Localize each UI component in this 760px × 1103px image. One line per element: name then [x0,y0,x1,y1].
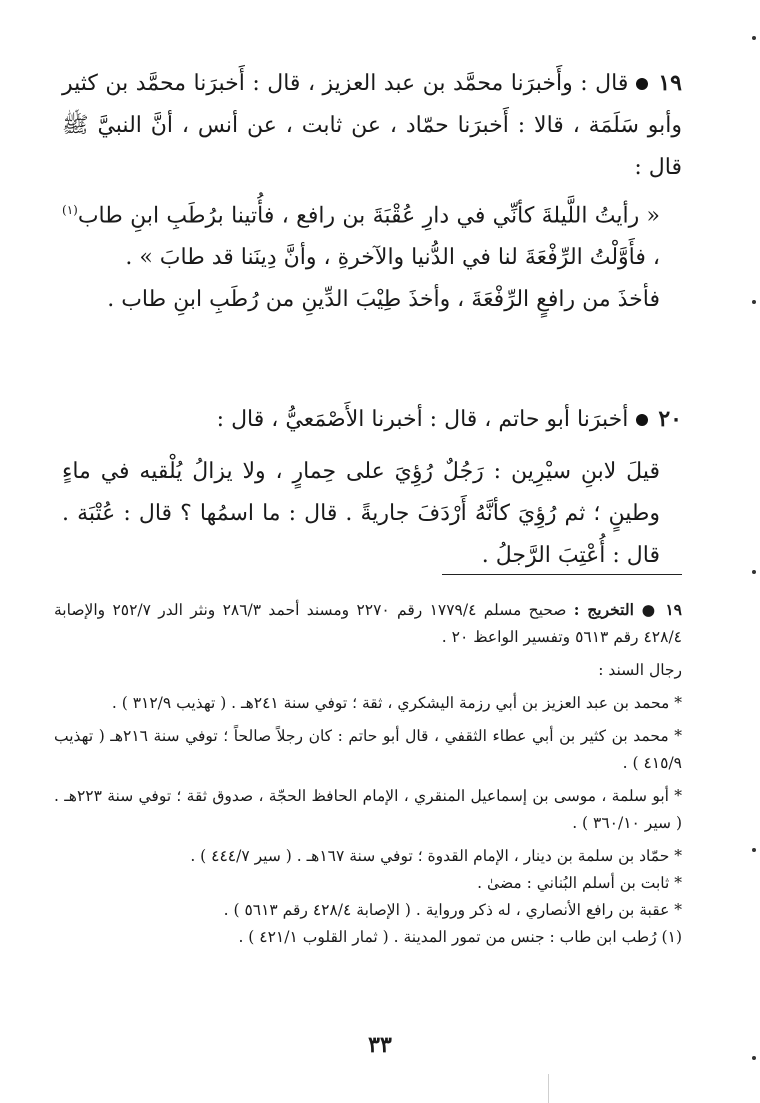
hadith-20 [62,398,682,577]
rijal-item: * محمد بن عبد العزيز بن أبي رزمة اليشكري ، ثقة ؛ توفي سنة ٢٤١هـ . ( تهذيب ٣١٢/٩ ) . [111,694,682,712]
footnote-separator [442,574,682,575]
rijal-item: * محمد بن كثير بن أبي عطاء الثقفي ، قال أبو حاتم : كان رجلاً صالحاً ؛ توفي سنة ٢١٦هـ ( تهذيب ٤١٥/٩ ) . [54,727,682,772]
notes-section [54,596,682,951]
scan-mark [752,300,756,304]
hadith-19-matn-part2: ، فأَوَّلْتُ الرِّفْعَةَ لنا في الدُّنيا والآخرةِ ، وأنَّ دِينَنا قد طابَ » . [125,245,660,271]
scan-mark [752,1056,756,1060]
scan-mark [752,36,756,40]
takhrij-label: ١٩ ● التخريج : [573,600,682,619]
hadith-19-explanation: فأخذَ من رافعٍ الرِّفْعَةَ ، وأخذَ طِيْبَ الدِّينِ من رُطَبِ ابنِ طاب . [107,287,660,313]
scan-line [548,1074,549,1103]
footnote-mark: (١) [62,203,78,217]
hadith-20-matn: قيلَ لابنِ سيْرِين : رَجُلٌ رُؤِيَ على حِمارٍ ، ولا يزالُ يُلْقيه في ماءٍ وطينٍ ؛ ثم رُؤِيَ كأنَّهُ أَرْدَفَ جاريةً . قال : ما اسمُها ؟ قال : عُتْبَة . قال : أُعْتِبَ الرَّجلُ . [62,459,660,568]
takhrij [54,596,682,651]
hadith-20-isnad [62,398,682,441]
rijal-title: رجال السند : [598,661,682,679]
footnote: (١) رُطب ابن طاب : جنس من تمور المدينة . ( ثمار القلوب ٤٢١/١ ) . [238,928,682,946]
scan-mark [752,848,756,852]
scan-mark [752,570,756,574]
hadith-19-number: ١٩ [658,70,682,96]
page-number: ٣٣ [368,1032,392,1058]
rijal-item: * أبو سلمة ، موسى بن إسماعيل المنقري ، الإمام الحافظ الحجّة ، صدوق ثقة ؛ توفي سنة ٢٢٣هـ . ( سير ٣٦٠/١٠ ) . [54,787,682,832]
hadith-19-isnad-text: قال : وأَخبرَنا محمَّد بن عبد العزيز ، قال : أَخبرَنا محمَّد بن كثير وأبو سَلَمَة ، قالا : أَخبرَنا حمّاد ، عن ثابت ، عن أنس ، أنَّ النبيَّ ﷺ قال : [62,71,682,180]
hadith-19-matn-part1: « رأيتُ اللَّيلةَ كأنِّي في دارِ عُقْبَةَ بن رافع ، فأُتينا برُطَبِ ابنِ طاب [77,203,660,229]
hadith-19-matn [62,189,682,279]
rijal-item: * حمّاد بن سلمة بن دينار ، الإمام القدوة ؛ توفي سنة ١٦٧هـ . ( سير ٤٤٤/٧ ) . [190,847,682,865]
takhrij-text: صحيح مسلم ١٧٧٩/٤ رقم ٢٢٧٠ ومسند أحمد ٢٨٦/٣ ونثر الدر ٢٥٢/٧ والإصابة ٤٢٨/٤ رقم ٥٦١٣ وتفسير الواعظ ٢٠ . [54,601,682,646]
bullet-icon [636,414,648,426]
hadith-19-isnad [62,62,682,189]
rijal-item: * عقبة بن رافع الأنصاري ، له ذكر ورواية . ( الإصابة ٤٢٨/٤ رقم ٥٦١٣ ) . [223,901,682,919]
hadith-20-number: ٢٠ [658,406,682,432]
hadith-19 [62,62,682,321]
bullet-icon [636,78,648,90]
hadith-20-isnad-text: أخبرَنا أبو حاتم ، قال : أخبرنا الأَصْمَعيُّ ، قال : [216,407,629,432]
rijal-item: * ثابت بن أسلم البُناني : مضىٰ . [477,874,682,892]
